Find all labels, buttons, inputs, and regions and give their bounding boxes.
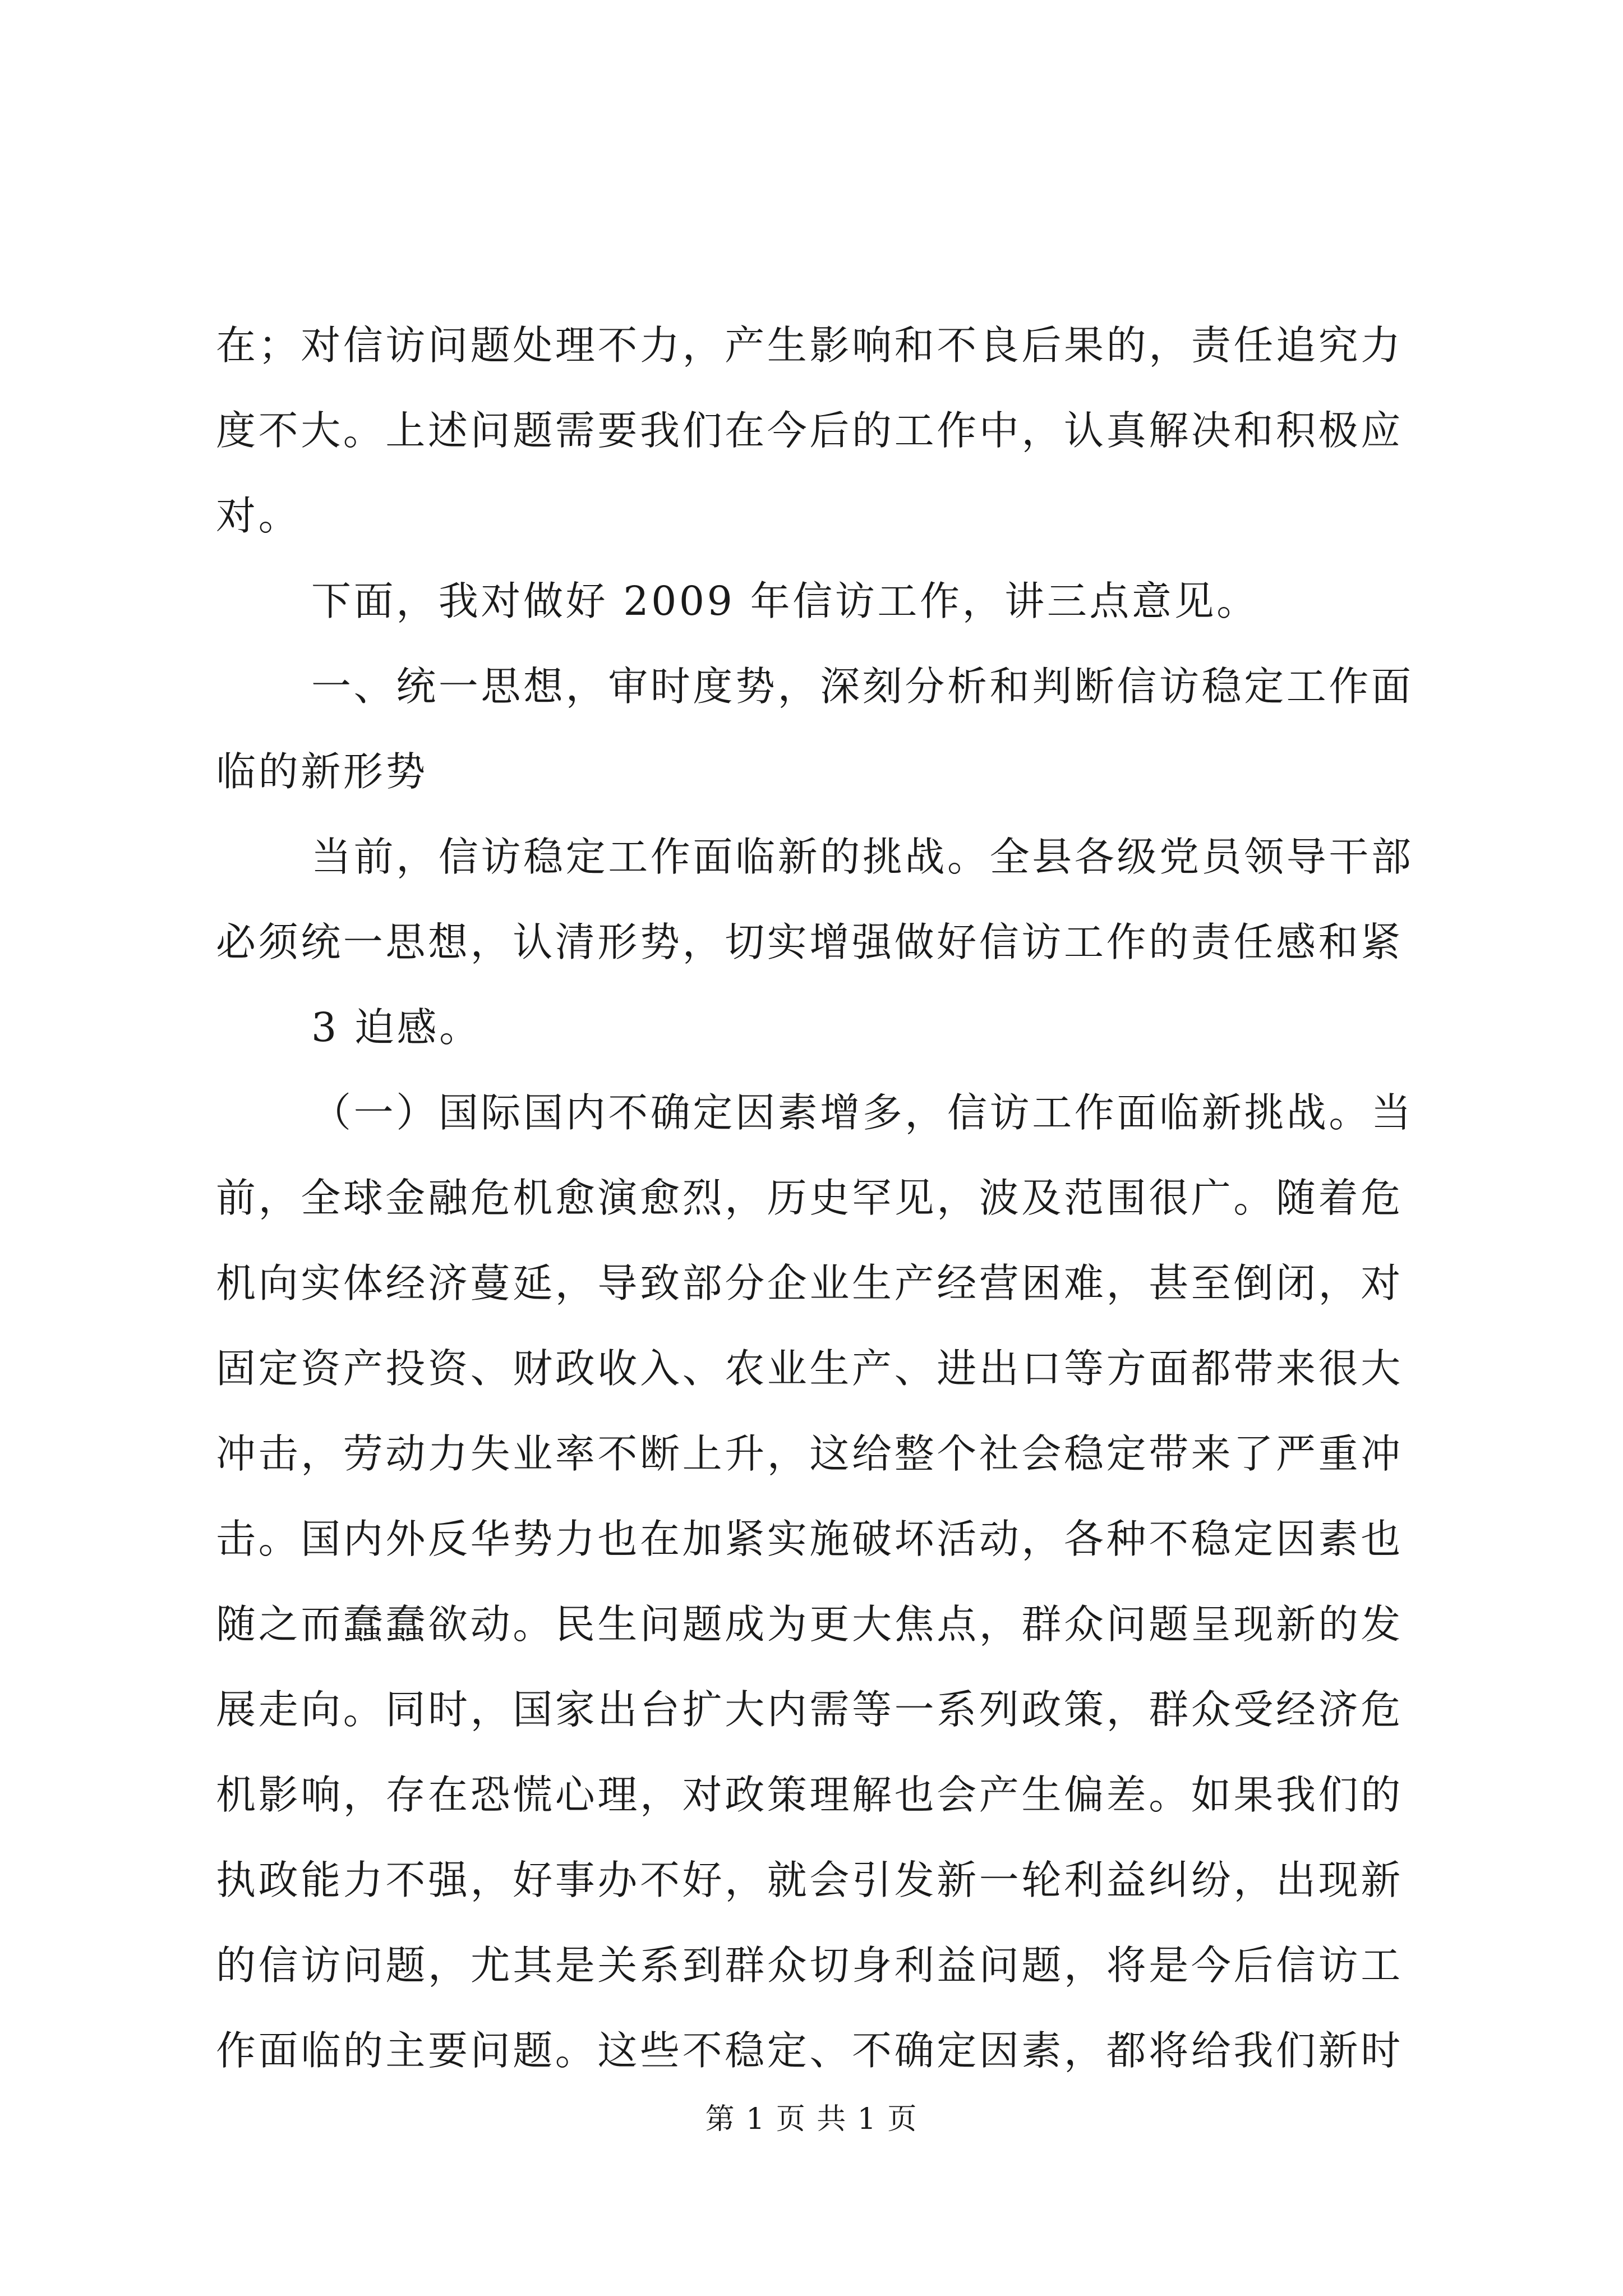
- text-line: 在；对信访问题处理不力，产生影响和不良后果的，责任追究力: [216, 322, 1403, 369]
- text-line: 击。国内外反华势力也在加紧实施破坏活动，各种不稳定因素也: [216, 1516, 1403, 1562]
- text-line: 3 迫感。: [311, 1004, 482, 1051]
- text-line: 必须统一思想，认清形势，切实增强做好信访工作的责任感和紧: [216, 919, 1403, 965]
- text-line: 作面临的主要问题。这些不稳定、不确定因素，都将给我们新时: [216, 2027, 1403, 2074]
- text-line: 机向实体经济蔓延，导致部分企业生产经营困难，甚至倒闭，对: [216, 1260, 1403, 1306]
- section-heading-continued: 临的新形势: [216, 748, 428, 795]
- subsection-heading: （一）国际国内不确定因素增多，信访工作面临新挑战。当: [311, 1089, 1414, 1136]
- text-line: 度不大。上述问题需要我们在今后的工作中，认真解决和积极应: [216, 407, 1403, 454]
- text-line: 对。: [216, 493, 301, 539]
- section-heading: 一、统一思想，审时度势，深刻分析和判断信访稳定工作面: [311, 663, 1414, 710]
- text-line: 固定资产投资、财政收入、农业生产、进出口等方面都带来很大: [216, 1345, 1403, 1392]
- text-line: 执政能力不强，好事办不好，就会引发新一轮利益纠纷，出现新: [216, 1857, 1403, 1903]
- text-line: 随之而蠢蠢欲动。民生问题成为更大焦点，群众问题呈现新的发: [216, 1601, 1403, 1648]
- text-line: 前，全球金融危机愈演愈烈，历史罕见，波及范围很广。随着危: [216, 1175, 1403, 1221]
- page-footer: 第 1 页 共 1 页: [705, 2102, 918, 2136]
- text-line: 展走向。同时，国家出台扩大内需等一系列政策，群众受经济危: [216, 1686, 1403, 1733]
- text-line: 当前，信访稳定工作面临新的挑战。全县各级党员领导干部: [311, 834, 1414, 880]
- text-line: 下面，我对做好 2009 年信访工作，讲三点意见。: [311, 578, 1259, 624]
- text-line: 机影响，存在恐慌心理，对政策理解也会产生偏差。如果我们的: [216, 1772, 1403, 1818]
- text-line: 冲击，劳动力失业率不断上升，这给整个社会稳定带来了严重冲: [216, 1430, 1403, 1477]
- text-line: 的信访问题，尤其是关系到群众切身利益问题，将是今后信访工: [216, 1942, 1403, 1989]
- document-body: [216, 303, 1414, 2093]
